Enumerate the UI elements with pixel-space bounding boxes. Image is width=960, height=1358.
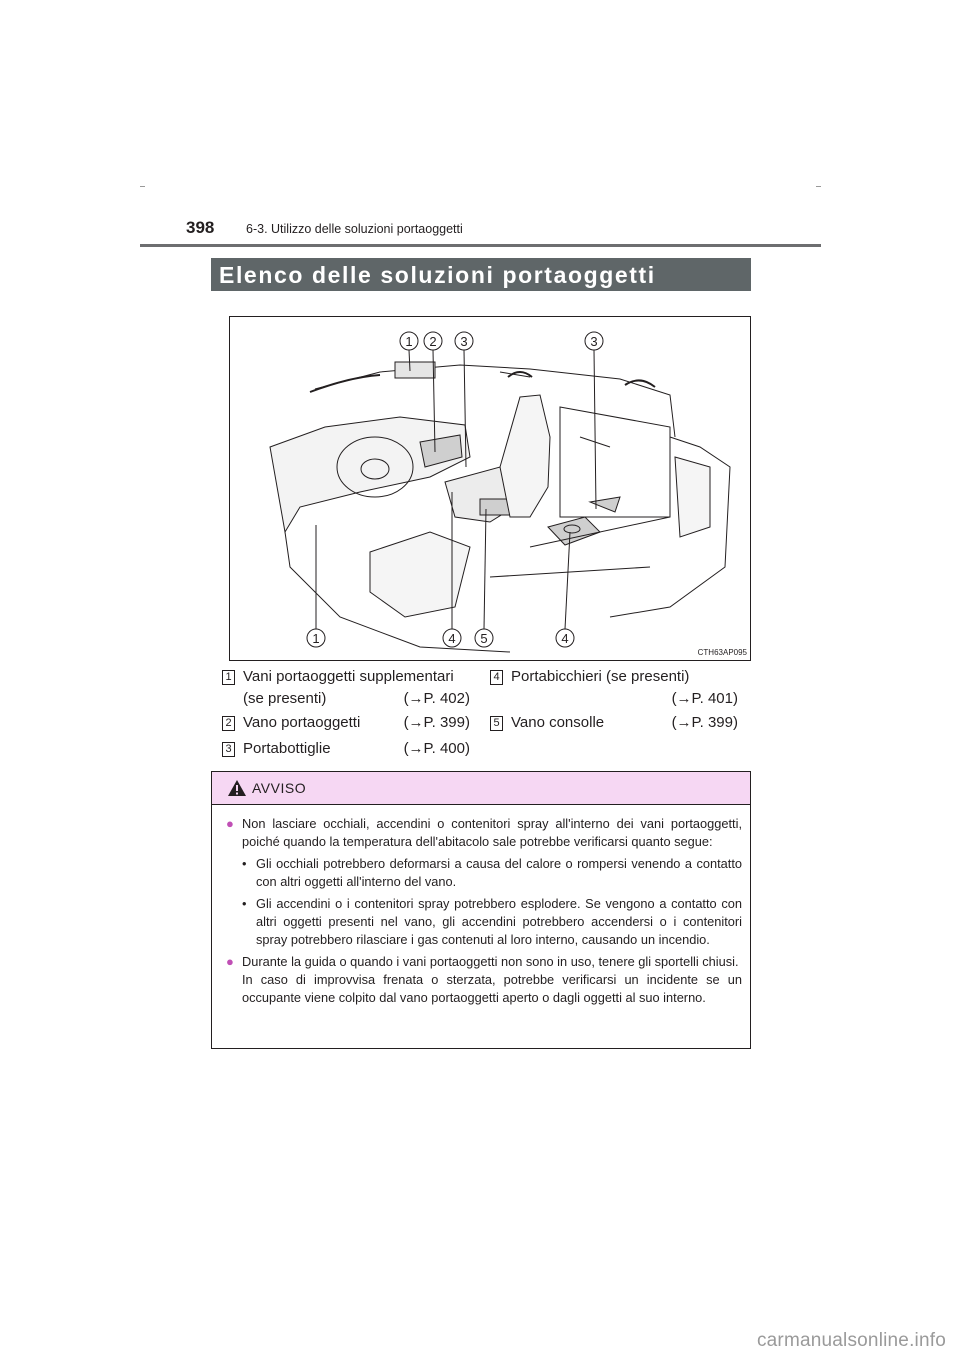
interior-illustration [229, 316, 751, 661]
bullet-dot-icon: ● [226, 954, 234, 969]
legend-ref: (→P. 402) [403, 690, 470, 707]
warning-bullet-text: Non lasciare occhiali, accendini o contenitori spray all'interno dei vani portaoggetti, poiché quando la temperatura dell'abitacolo sale potrebbe verificarsi quanto segue: [242, 816, 742, 849]
bullet-dot-icon: ● [226, 816, 234, 831]
footer-watermark: carmanualsonline.info [756, 1330, 946, 1351]
figure-code: CTH63AP095 [697, 648, 747, 657]
warning-body [226, 815, 742, 1007]
callout-top-2: 2 [429, 334, 437, 349]
callout-bottom-1: 1 [312, 631, 320, 646]
warning-bullet-text-2: In caso di improvvisa frenata o sterzata, potrebbe verificarsi un incidente se un occupante viene colpito dal vano portaoggetti aperto o dagli oggetti al suo interno. [242, 972, 742, 1005]
callout-bottom-4: 4 [561, 631, 569, 646]
warning-sub-item [226, 895, 742, 949]
legend-num: 3 [222, 742, 235, 757]
warning-header [212, 772, 750, 805]
legend-ref: (→P. 399) [671, 714, 738, 731]
callout-bottom-2: 4 [448, 631, 456, 646]
warning-sub-text: Gli accendini o i contenitori spray potrebbero esplodere. Se vengono a contatto con altri oggetti presenti nel vano, gli accendini potrebbero accendersi o i contenitori spray potrebbero rilasciare i gas contenuti al loro interno, causando un incendio. [256, 896, 742, 947]
warning-bullet-text: Durante la guida o quando i vani portaoggetti non sono in uso, tenere gli sportelli chiusi. [242, 954, 739, 969]
legend-label: Vano portaoggetti [243, 714, 361, 731]
crop-mark-right [816, 186, 821, 187]
sub-bullet-icon: • [242, 896, 247, 911]
legend-num: 1 [222, 670, 235, 685]
legend-ref: (→P. 400) [403, 740, 470, 757]
legend-label: Portabicchieri (se presenti) [511, 668, 690, 685]
legend-num: 5 [490, 716, 503, 731]
callout-top-4: 3 [590, 334, 598, 349]
legend-label: Vano consolle [511, 714, 605, 731]
warning-bullet [226, 953, 742, 1007]
legend-label: Vani portaoggetti supplementari [243, 668, 454, 685]
section-title: Elenco delle soluzioni portaoggetti [211, 258, 751, 291]
warning-title: AVVISO [252, 780, 307, 796]
warning-bullet [226, 815, 742, 851]
callout-bottom-3: 5 [480, 631, 488, 646]
section-header: 6-3. Utilizzo delle soluzioni portaoggetti [246, 222, 463, 236]
callout-top-1: 1 [405, 334, 413, 349]
legend-ref: (→P. 401) [671, 690, 738, 707]
car-interior-drawing [230, 317, 750, 660]
warning-box [211, 771, 751, 1049]
legend-ref: (→P. 399) [403, 714, 470, 731]
header-rule [140, 244, 821, 247]
legend-label-2: (se presenti) [243, 690, 327, 707]
warning-sub-item [226, 855, 742, 891]
callout-top-3: 3 [460, 334, 468, 349]
legend-num: 4 [490, 670, 503, 685]
legend-num: 2 [222, 716, 235, 731]
warning-triangle-icon [227, 779, 247, 797]
page-number: 398 [186, 218, 215, 237]
sub-bullet-icon: • [242, 856, 247, 871]
crop-mark-left [140, 186, 145, 187]
legend-label: Portabottiglie [243, 740, 331, 757]
warning-sub-text: Gli occhiali potrebbero deformarsi a causa del calore o rompersi venendo a contatto con altri oggetti all'interno del vano. [256, 856, 742, 889]
